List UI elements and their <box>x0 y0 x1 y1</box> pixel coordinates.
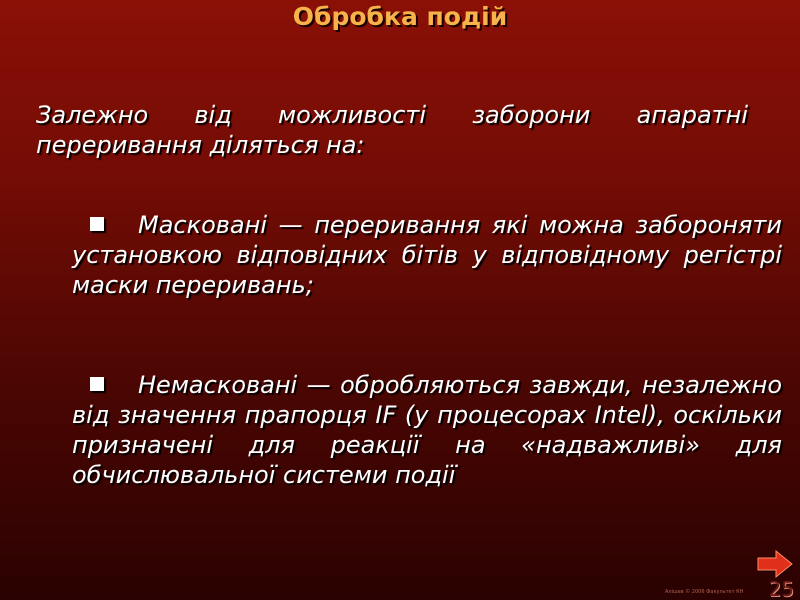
slide-title: Обробка подій <box>292 2 508 31</box>
page-number: 25 <box>768 577 794 600</box>
next-slide-button[interactable] <box>756 548 794 580</box>
footer-note: Алішев © 2006 Факультет КН <box>665 589 744 595</box>
square-bullet-icon <box>90 217 104 231</box>
arrow-right-icon <box>758 551 794 579</box>
bullet-item-masked <box>72 210 782 300</box>
bullet-text-masked: Масковані — переривання які можна забороняти установкою відповідних бітів у відповідному регістрі маски переривань; <box>72 211 782 299</box>
bullet-item-nonmasked <box>72 370 782 490</box>
bullet-text-nonmasked: Немасковані — обробляються завжди, незалежно від значення прапорця IF (у процесорах Intel), оскільки призначені для реакції на «надважливі» для обчислювальної системи події <box>72 371 782 489</box>
square-bullet-icon <box>90 377 104 391</box>
intro-text: Залежно від можливості заборони апаратні переривання діляться на: <box>36 101 748 159</box>
